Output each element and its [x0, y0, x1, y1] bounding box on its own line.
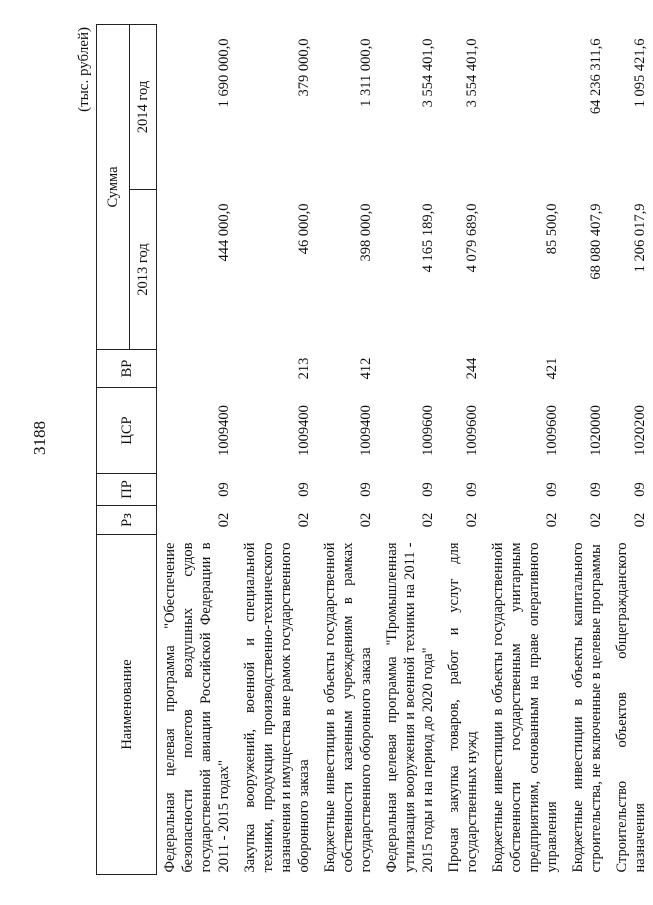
- row-pr: 09: [358, 482, 374, 497]
- row-2013-amount: 4 079 689,0: [464, 203, 480, 273]
- header-pr: ПР: [97, 474, 157, 506]
- row-2013-amount: 46 000,0: [296, 203, 312, 255]
- row-rz: 02: [296, 512, 312, 528]
- row-2013-amount: 444 000,0: [216, 203, 232, 262]
- row-rz: 02: [544, 512, 560, 528]
- table-header: [97, 25, 157, 875]
- header-rz: Рз: [97, 506, 157, 535]
- row-pr: 09: [420, 482, 436, 497]
- row-name: Закупка вооружений, военной и специальной техники, продукции производственно-технического назначения и имущества вне рамок государственного оборонного заказа: [242, 542, 312, 873]
- row-vr: 421: [544, 357, 560, 380]
- header-year-2014: 2014 год: [130, 25, 157, 190]
- table-row: [317, 25, 379, 875]
- row-2014-amount: 64 236 311,6: [588, 38, 604, 115]
- row-vr: [609, 350, 653, 388]
- row-csr: 1009600: [464, 405, 480, 456]
- table-row: [609, 25, 653, 875]
- row-name: Бюджетные инвестиции в объекты государственной собственности государственным унитарным предприятиям, основанным на праве оперативного управления: [490, 542, 560, 873]
- row-rz: 02: [632, 512, 648, 528]
- row-2014-amount: 1 311 000,0: [358, 38, 374, 107]
- rotated-page: [72, 25, 648, 875]
- row-name: Федеральная целевая программа "Обеспечение безопасности полетов воздушных судов государственной авиации Российской Федерации в 2011 - 2015 годах": [162, 542, 232, 873]
- row-2013-amount: 398 000,0: [358, 203, 374, 262]
- table-row: [485, 25, 565, 875]
- row-name: Строительство объектов общегражданского назначения: [614, 542, 648, 873]
- units-label: (тыс. рублей): [76, 27, 92, 112]
- row-csr: 1009600: [544, 405, 560, 456]
- row-2014-amount: 3 554 401,0: [420, 38, 436, 108]
- budget-table: [96, 24, 653, 875]
- row-vr: [157, 350, 238, 388]
- row-vr: 412: [358, 357, 374, 380]
- row-2014-amount: 1 690 000,0: [216, 38, 232, 108]
- table-row: [565, 25, 609, 875]
- row-vr: [379, 350, 441, 388]
- row-name: Бюджетные инвестиции в объекты капитального строительства, не включенные в целевые программы: [570, 542, 604, 873]
- table-row: [379, 25, 441, 875]
- row-rz: 02: [420, 512, 436, 528]
- row-2014-amount: 1 095 421,6: [632, 38, 648, 108]
- row-rz: 02: [588, 512, 604, 528]
- row-name: Бюджетные инвестиции в объекты государственной собственности казенным учреждениям в рамках государственного оборонного заказа: [322, 542, 374, 873]
- header-name: Наименование: [97, 535, 157, 875]
- page-number: 3188: [30, 421, 49, 455]
- row-pr: 09: [632, 482, 648, 497]
- table-row: [441, 25, 485, 875]
- table-body: [157, 25, 653, 875]
- row-2014-amount: [485, 25, 565, 190]
- row-vr: [565, 350, 609, 388]
- row-vr: 213: [296, 357, 312, 380]
- row-rz: 02: [216, 512, 232, 528]
- row-pr: 09: [216, 482, 232, 497]
- row-2013-amount: 85 500,0: [544, 203, 560, 255]
- header-year-2013: 2013 год: [130, 190, 157, 350]
- header-sum: Сумма: [97, 25, 130, 350]
- row-name: Федеральная целевая программа "Промышленная утилизация вооружения и военной техники на 2011 - 2015 годы и на период до 2020 года": [384, 542, 436, 873]
- row-2013-amount: 1 206 017,9: [632, 203, 648, 273]
- row-csr: 1009400: [216, 405, 232, 456]
- header-vr: ВР: [97, 350, 157, 388]
- header-csr: ЦСР: [97, 388, 157, 474]
- row-csr: 1009400: [358, 405, 374, 456]
- row-2014-amount: 379 000,0: [296, 38, 312, 97]
- row-name: Прочая закупка товаров, работ и услуг для государственных нужд: [446, 542, 480, 873]
- row-pr: 09: [544, 482, 560, 497]
- row-csr: 1020200: [632, 405, 648, 456]
- row-pr: 09: [296, 482, 312, 497]
- row-csr: 1009400: [296, 405, 312, 456]
- row-csr: 1009600: [420, 405, 436, 456]
- row-vr: 244: [464, 357, 480, 380]
- row-pr: 09: [588, 482, 604, 497]
- table-row: [157, 25, 238, 875]
- row-2013-amount: 68 080 407,9: [588, 203, 604, 280]
- row-pr: 09: [464, 482, 480, 497]
- row-rz: 02: [358, 512, 374, 528]
- row-rz: 02: [464, 512, 480, 528]
- row-csr: 1020000: [588, 405, 604, 456]
- row-2014-amount: 3 554 401,0: [464, 38, 480, 108]
- table-row: [237, 25, 317, 875]
- row-2013-amount: 4 165 189,0: [420, 203, 436, 273]
